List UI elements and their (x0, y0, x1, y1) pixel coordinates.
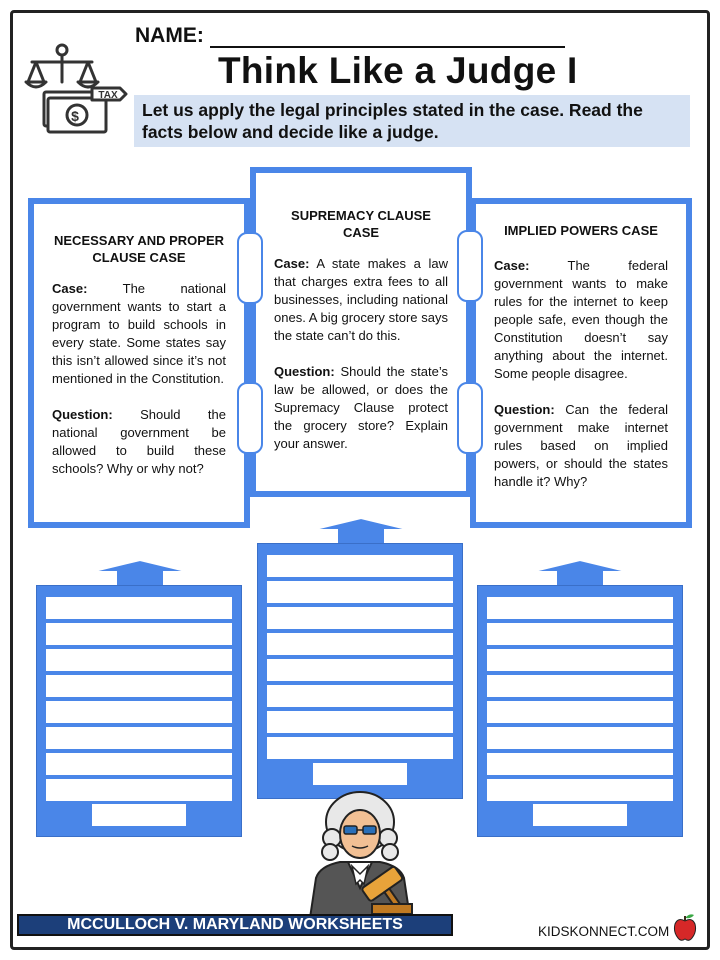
answer-line[interactable] (267, 685, 453, 707)
up-arrow-icon (88, 558, 192, 586)
instructions: Let us apply the legal principles stated in the case. Read the facts below and decide like a judge. (134, 95, 690, 147)
case-question: Question: Should the state’s law be allowed, or does the Supremacy Clause protect the grocery store? Explain your answer. (274, 364, 448, 451)
answer-line[interactable] (487, 597, 673, 619)
answer-line[interactable] (46, 727, 232, 749)
name-blank[interactable] (210, 28, 565, 48)
answer-line[interactable] (46, 779, 232, 801)
answer-line[interactable] (46, 675, 232, 697)
answer-line[interactable] (487, 701, 673, 723)
answer-line[interactable] (487, 623, 673, 645)
case-question: Question: Should the national government be allowed to build these schools? Why or why not? (52, 407, 226, 476)
answer-line[interactable] (267, 581, 453, 603)
case-heading: IMPLIED POWERS CASE (504, 223, 658, 238)
case-box-necessary-proper (28, 198, 250, 528)
answer-line[interactable] (267, 659, 453, 681)
scales-money-tax-icon (22, 40, 132, 140)
name-field[interactable] (135, 24, 565, 48)
answer-line[interactable] (267, 633, 453, 655)
dollar-sign: $ (71, 108, 79, 124)
series-title-bar: MCCULLOCH V. MARYLAND WORKSHEETS (17, 914, 453, 936)
answer-line[interactable] (267, 711, 453, 733)
case-heading: NECESSARY AND PROPER CLAUSE CASE (54, 233, 224, 265)
answer-line[interactable] (267, 555, 453, 577)
answer-verdict-box[interactable] (92, 804, 186, 826)
case-box-supremacy (250, 167, 472, 497)
answer-panel-middle (257, 543, 463, 799)
tax-label: TAX (98, 90, 118, 101)
case-description: Case: A state makes a law that charges extra fees to all businesses, including national ones. A big grocery store says the state can’t do this. (274, 256, 448, 343)
answer-panel-right (477, 585, 683, 837)
answer-line[interactable] (267, 607, 453, 629)
apple-logo-icon (672, 912, 698, 942)
answer-line[interactable] (46, 623, 232, 645)
answer-panel-left (36, 585, 242, 837)
answer-line[interactable] (46, 753, 232, 775)
up-arrow-icon (528, 558, 632, 586)
case-box-implied-powers (470, 198, 692, 528)
up-arrow-icon (309, 516, 413, 544)
name-label: NAME: (135, 24, 204, 47)
answer-line[interactable] (267, 737, 453, 759)
page-title: Think Like a Judge I (218, 50, 578, 91)
site-name: KIDSKONNECT.COM (538, 924, 670, 939)
answer-line[interactable] (487, 727, 673, 749)
connector-tab (457, 230, 483, 302)
answer-line[interactable] (46, 701, 232, 723)
answer-verdict-box[interactable] (533, 804, 627, 826)
answer-line[interactable] (487, 779, 673, 801)
case-question: Question: Can the federal government make internet rules based on implied powers, or should the states handle it? Why? (494, 402, 668, 489)
case-description: Case: The national government wants to start a program to build schools in every state. Some states say this isn’t allowed since it’s not mentioned in the Constitution. (52, 281, 226, 386)
connector-tab (457, 382, 483, 454)
connector-tab (237, 382, 263, 454)
case-description: Case: The federal government wants to make rules for the internet to keep people safe, even though the Constitution doesn’t say anything about the internet. Some people disagree. (494, 258, 668, 381)
answer-line[interactable] (46, 649, 232, 671)
answer-line[interactable] (487, 753, 673, 775)
answer-line[interactable] (487, 675, 673, 697)
judge-gavel-icon (296, 788, 424, 918)
connector-tab (237, 232, 263, 304)
answer-line[interactable] (46, 597, 232, 619)
answer-line[interactable] (487, 649, 673, 671)
case-heading: SUPREMACY CLAUSE CASE (291, 208, 431, 240)
answer-verdict-box[interactable] (313, 763, 407, 785)
